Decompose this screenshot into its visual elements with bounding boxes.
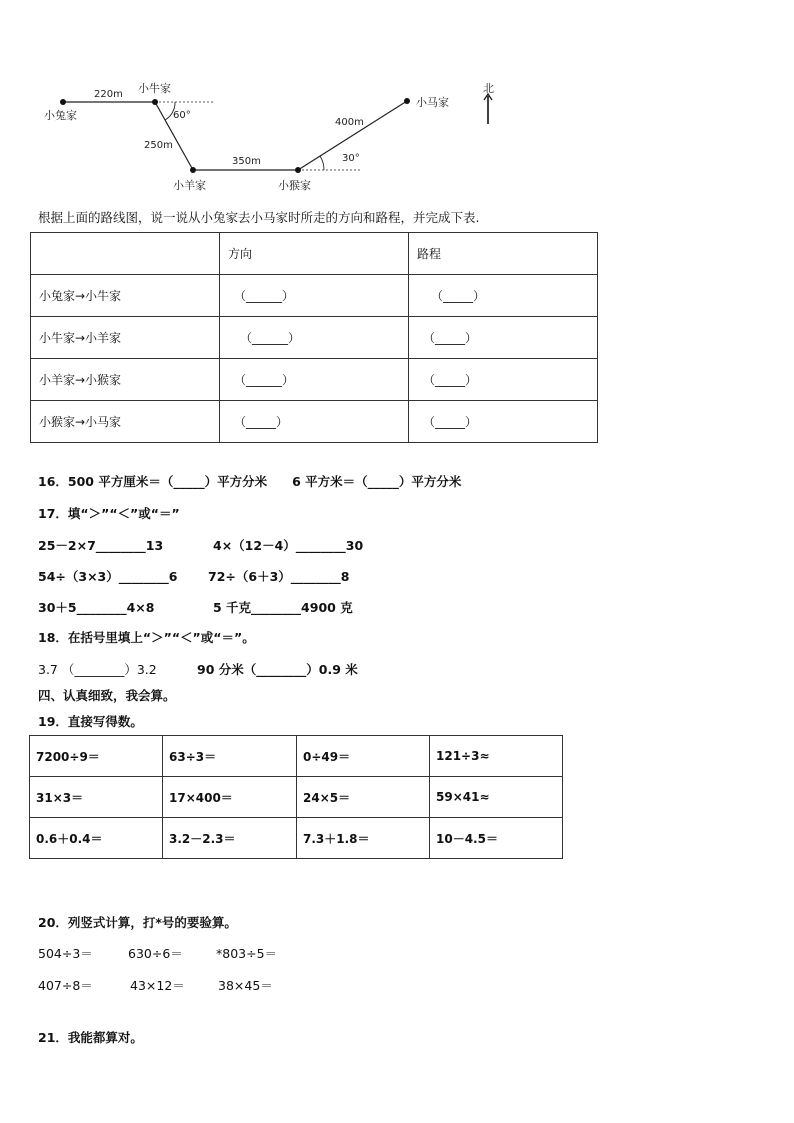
q19-table [29, 735, 563, 859]
table-row [30, 736, 563, 777]
point-monkey [295, 167, 301, 173]
distance-monkey-horse: 400m [335, 117, 364, 128]
direction-blank[interactable]: （______） [220, 317, 409, 359]
distance-blank[interactable]: （_____） [409, 401, 598, 443]
table-header-row [31, 233, 598, 275]
label-rabbit: 小兔家 [44, 109, 77, 122]
label-sheep: 小羊家 [173, 179, 206, 192]
calc-cell: 31×3＝ [30, 777, 163, 818]
calc-cell: 63÷3＝ [163, 736, 297, 777]
table-header-distance: 路程 [409, 233, 598, 275]
table-row [31, 317, 598, 359]
q17-item: 5 千克________4900 克 [213, 600, 353, 615]
point-sheep [190, 167, 196, 173]
calc-cell: 59×41≈ [430, 777, 563, 818]
table-header-direction: 方向 [220, 233, 409, 275]
calc-cell: 17×400＝ [163, 777, 297, 818]
calc-cell: 7200÷9＝ [30, 736, 163, 777]
calc-cell: 0.6＋0.4＝ [30, 818, 163, 859]
distance-rabbit-cow: 220m [94, 89, 123, 100]
calc-cell: 0÷49＝ [297, 736, 430, 777]
calc-cell: 121÷3≈ [430, 736, 563, 777]
q17-item: 54÷（3×3）________6 [38, 569, 178, 584]
table-header-cell [31, 233, 220, 275]
q15-table [30, 232, 598, 443]
q18-right: 90 分米（________）0.9 米 [197, 662, 358, 677]
label-monkey: 小猴家 [278, 179, 311, 192]
calc-cell: 10－4.5＝ [430, 818, 563, 859]
direction-blank[interactable]: （______） [220, 359, 409, 401]
table-row [31, 359, 598, 401]
distance-sheep-monkey: 350m [232, 156, 261, 167]
label-horse: 小马家 [416, 96, 449, 109]
q17-title: 17．填“＞”“＜”或“＝” [38, 506, 180, 521]
distance-blank[interactable]: （_____） [409, 359, 598, 401]
label-cow: 小牛家 [138, 82, 171, 95]
q19-title: 19．直接写得数。 [38, 714, 143, 729]
q20-item: 43×12＝ [130, 978, 185, 993]
route-map [30, 72, 500, 197]
point-rabbit [60, 99, 66, 105]
table-row [30, 818, 563, 859]
q18-left: 3.7 （________）3.2 [38, 662, 157, 677]
q20-title: 20．列竖式计算，打*号的要验算。 [38, 915, 237, 930]
direction-blank[interactable]: （_____） [220, 401, 409, 443]
q17-item: 4×（12－4）________30 [213, 538, 364, 553]
route-cell: 小猴家→小马家 [31, 401, 220, 443]
calc-cell: 7.3＋1.8＝ [297, 818, 430, 859]
q17-item: 72÷（6＋3）________8 [208, 569, 350, 584]
q20-item: 38×45＝ [218, 978, 273, 993]
route-cell: 小羊家→小猴家 [31, 359, 220, 401]
direction-blank[interactable]: （______） [220, 275, 409, 317]
route-cell: 小牛家→小羊家 [31, 317, 220, 359]
distance-blank[interactable]: （_____） [409, 275, 598, 317]
q17-item: 30＋5________4×8 [38, 600, 155, 615]
angle-arc-monkey [320, 156, 324, 170]
distance-blank[interactable]: （_____） [409, 317, 598, 359]
q20-item: 504÷3＝ [38, 946, 93, 961]
table-row [31, 401, 598, 443]
calc-cell: 24×5＝ [297, 777, 430, 818]
q20-item: 407÷8＝ [38, 978, 93, 993]
table-row [31, 275, 598, 317]
q20-item: *803÷5＝ [216, 946, 278, 961]
q20-item: 630÷6＝ [128, 946, 183, 961]
angle-label-cow: 60° [173, 110, 191, 121]
q15-intro: 根据上面的路线图，说一说从小兔家去小马家时所走的方向和路程，并完成下表. [38, 210, 480, 225]
distance-cow-sheep: 250m [144, 140, 173, 151]
point-horse [404, 98, 410, 104]
q16: 16．500 平方厘米＝（_____）平方分米 6 平方米＝（_____）平方分米 [38, 474, 462, 489]
q17-item: 25－2×7________13 [38, 538, 164, 553]
table-row [30, 777, 563, 818]
angle-label-monkey: 30° [342, 153, 360, 164]
calc-cell: 3.2－2.3＝ [163, 818, 297, 859]
route-cell: 小兔家→小牛家 [31, 275, 220, 317]
north-label: 北 [483, 82, 494, 95]
section-4-title: 四、认真细致，我会算。 [38, 688, 176, 703]
q21-title: 21．我能都算对。 [38, 1030, 143, 1045]
point-cow [152, 99, 158, 105]
q18-title: 18．在括号里填上“＞”“＜”或“＝”。 [38, 630, 255, 645]
